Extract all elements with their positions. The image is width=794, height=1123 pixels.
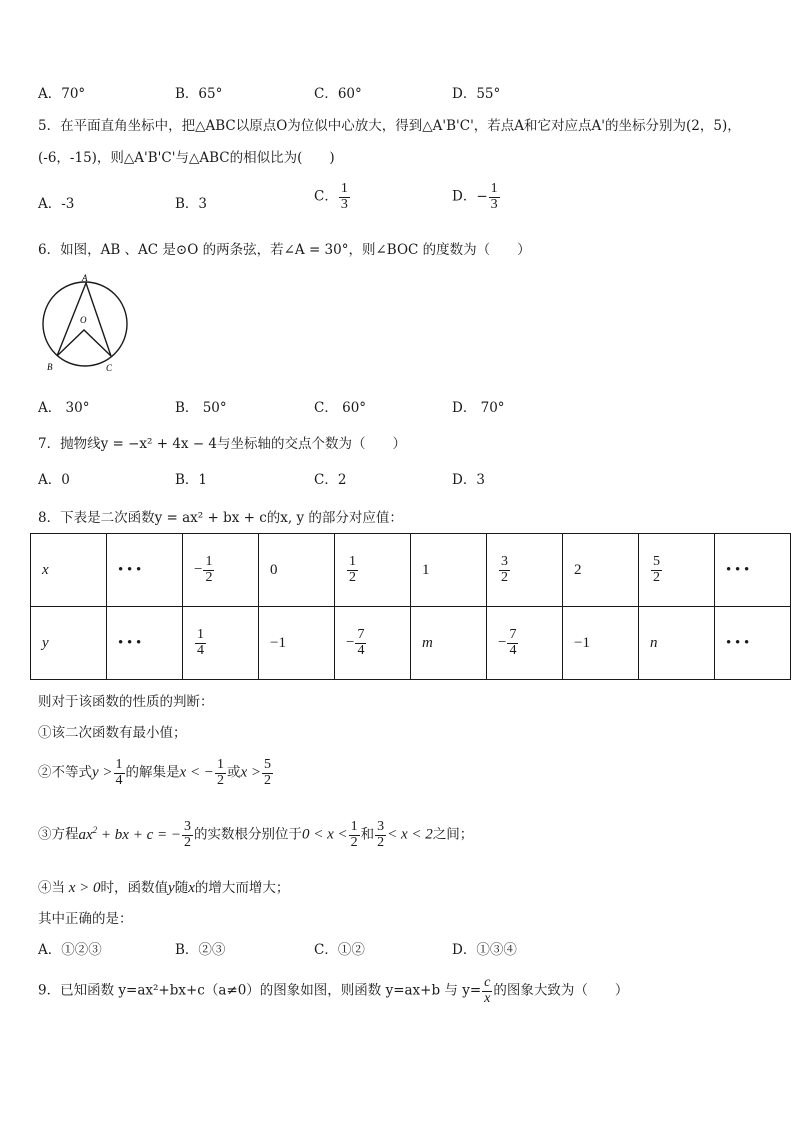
q6-option-d: D． 70° xyxy=(452,400,505,416)
table-cell xyxy=(639,534,715,607)
table-cell: −1 xyxy=(259,607,335,680)
q4-option-b: B．65° xyxy=(175,86,223,102)
q4-option-d: D．55° xyxy=(452,86,501,102)
q9-stem: 9．已知函数 y=ax²+bx+c（a≠0）的图象如图，则函数 y=ax+b 与 y= $\frac{c}{x}$ 的图象大致为（ ） xyxy=(38,975,629,1006)
q6-option-a: A． 30° xyxy=(38,400,90,416)
table-cell: • • • xyxy=(107,534,183,607)
table-cell xyxy=(487,534,563,607)
table-cell: − $\frac{7}{4}$ xyxy=(487,607,563,680)
table-cell: y xyxy=(31,607,107,680)
table-fraction: $\frac{1}{2}$ xyxy=(205,553,213,585)
q5-option-a: A．-3 xyxy=(38,196,75,212)
q8-stem: 8．下表是二次函数y = ax² + bx + c的x, y 的部分对应值： xyxy=(38,510,403,526)
q7-option-b: B．1 xyxy=(175,472,208,488)
q7-option-a: A．0 xyxy=(38,472,70,488)
q7-option-d: D．3 xyxy=(452,472,485,488)
q4-option-c: C．60° xyxy=(314,86,362,102)
table-fraction: $\frac{7}{4}$ xyxy=(357,626,365,658)
table-cell: m xyxy=(411,607,487,680)
table-fraction: $\frac{7}{4}$ xyxy=(509,626,517,658)
table-cell xyxy=(183,607,259,680)
table-row xyxy=(31,607,791,680)
table-fraction: $\frac{3}{2}$ xyxy=(501,553,508,585)
table-cell: x xyxy=(31,534,107,607)
label-c: C xyxy=(106,363,113,373)
q6-stem: 6．如图，AB 、AC 是⊙O 的两条弦，若∠A = 30°，则∠BOC 的度数为（ ） xyxy=(38,242,531,258)
q8-statement-3: ③方程$ax^2$ + bx + c = − $\frac{3}{2}$ 的实数根分别位于0 < x < $\frac{1}{2}$ 和 $\frac{3}{2}$ < x < 2之间； xyxy=(38,819,474,850)
q8-statement-4: ④当 x > 0时，函数值y随x的增大而增大； xyxy=(38,880,290,896)
q8-value-table xyxy=(30,533,791,680)
table-cell: − $\frac{7}{4}$ xyxy=(335,607,411,680)
label-o: O xyxy=(80,315,87,325)
q5-stem-line1: 5．在平面直角坐标中，把△ABC以原点O为位似中心放大，得到△A'B'C'，若点A和它对应点A'的坐标分别为(2，5)， xyxy=(38,118,741,134)
table-cell: n xyxy=(639,607,715,680)
q8-statement-1: ①该二次函数有最小值； xyxy=(38,725,187,741)
table-cell: − $\frac{1}{2}$ xyxy=(183,534,259,607)
table-fraction: $\frac{1}{2}$ xyxy=(349,553,356,585)
table-fraction: $\frac{1}{4}$ xyxy=(197,626,204,658)
table-cell: 1 xyxy=(411,534,487,607)
table-cell: 2 xyxy=(563,534,639,607)
table-row xyxy=(31,534,791,607)
q6-option-c: C． 60° xyxy=(314,400,367,416)
q8-statement-2: ②不等式y > $\frac{1}{4}$ 的解集是x < − $\frac{1}{2}$ 或x > $\frac{5}{2}$ xyxy=(38,757,271,788)
q8-option-a: A．①②③ xyxy=(38,942,102,958)
q5-stem-line2: (-6，-15)，则△A'B'C'与△ABC的相似比为( ) xyxy=(38,150,335,166)
q4-option-a: A．70° xyxy=(38,86,86,102)
table-cell: • • • xyxy=(107,607,183,680)
q8-option-d: D．①③④ xyxy=(452,942,517,958)
table-cell: • • • xyxy=(715,607,791,680)
q6-option-b: B． 50° xyxy=(175,400,227,416)
table-cell: −1 xyxy=(563,607,639,680)
q7-option-c: C．2 xyxy=(314,472,347,488)
q5-option-b: B．3 xyxy=(175,196,208,212)
q7-stem: 7．抛物线y = −x² + 4x − 4与坐标轴的交点个数为（ ） xyxy=(38,436,407,452)
q6-circle-figure xyxy=(36,272,134,378)
label-a: A xyxy=(82,273,88,283)
table-cell xyxy=(335,534,411,607)
table-cell: 0 xyxy=(259,534,335,607)
q8-conclusion: 其中正确的是： xyxy=(38,911,133,927)
q8-option-c: C．①② xyxy=(314,942,365,958)
q5-option-d-fraction: $\frac{1}{3}$ xyxy=(490,181,498,212)
label-b: B xyxy=(47,362,53,372)
q5-option-c-fraction: $\frac{1}{3}$ xyxy=(340,181,348,212)
q5-option-c: C． $\frac{1}{3}$ xyxy=(314,181,348,212)
table-fraction: $\frac{5}{2}$ xyxy=(653,553,660,585)
table-cell: • • • xyxy=(715,534,791,607)
q9-fraction: $\frac{c}{x}$ xyxy=(484,975,491,1006)
q5-option-d: D．− $\frac{1}{3}$ xyxy=(452,181,498,212)
q8-option-b: B．②③ xyxy=(175,942,226,958)
q8-intro: 则对于该函数的性质的判断： xyxy=(38,694,214,710)
